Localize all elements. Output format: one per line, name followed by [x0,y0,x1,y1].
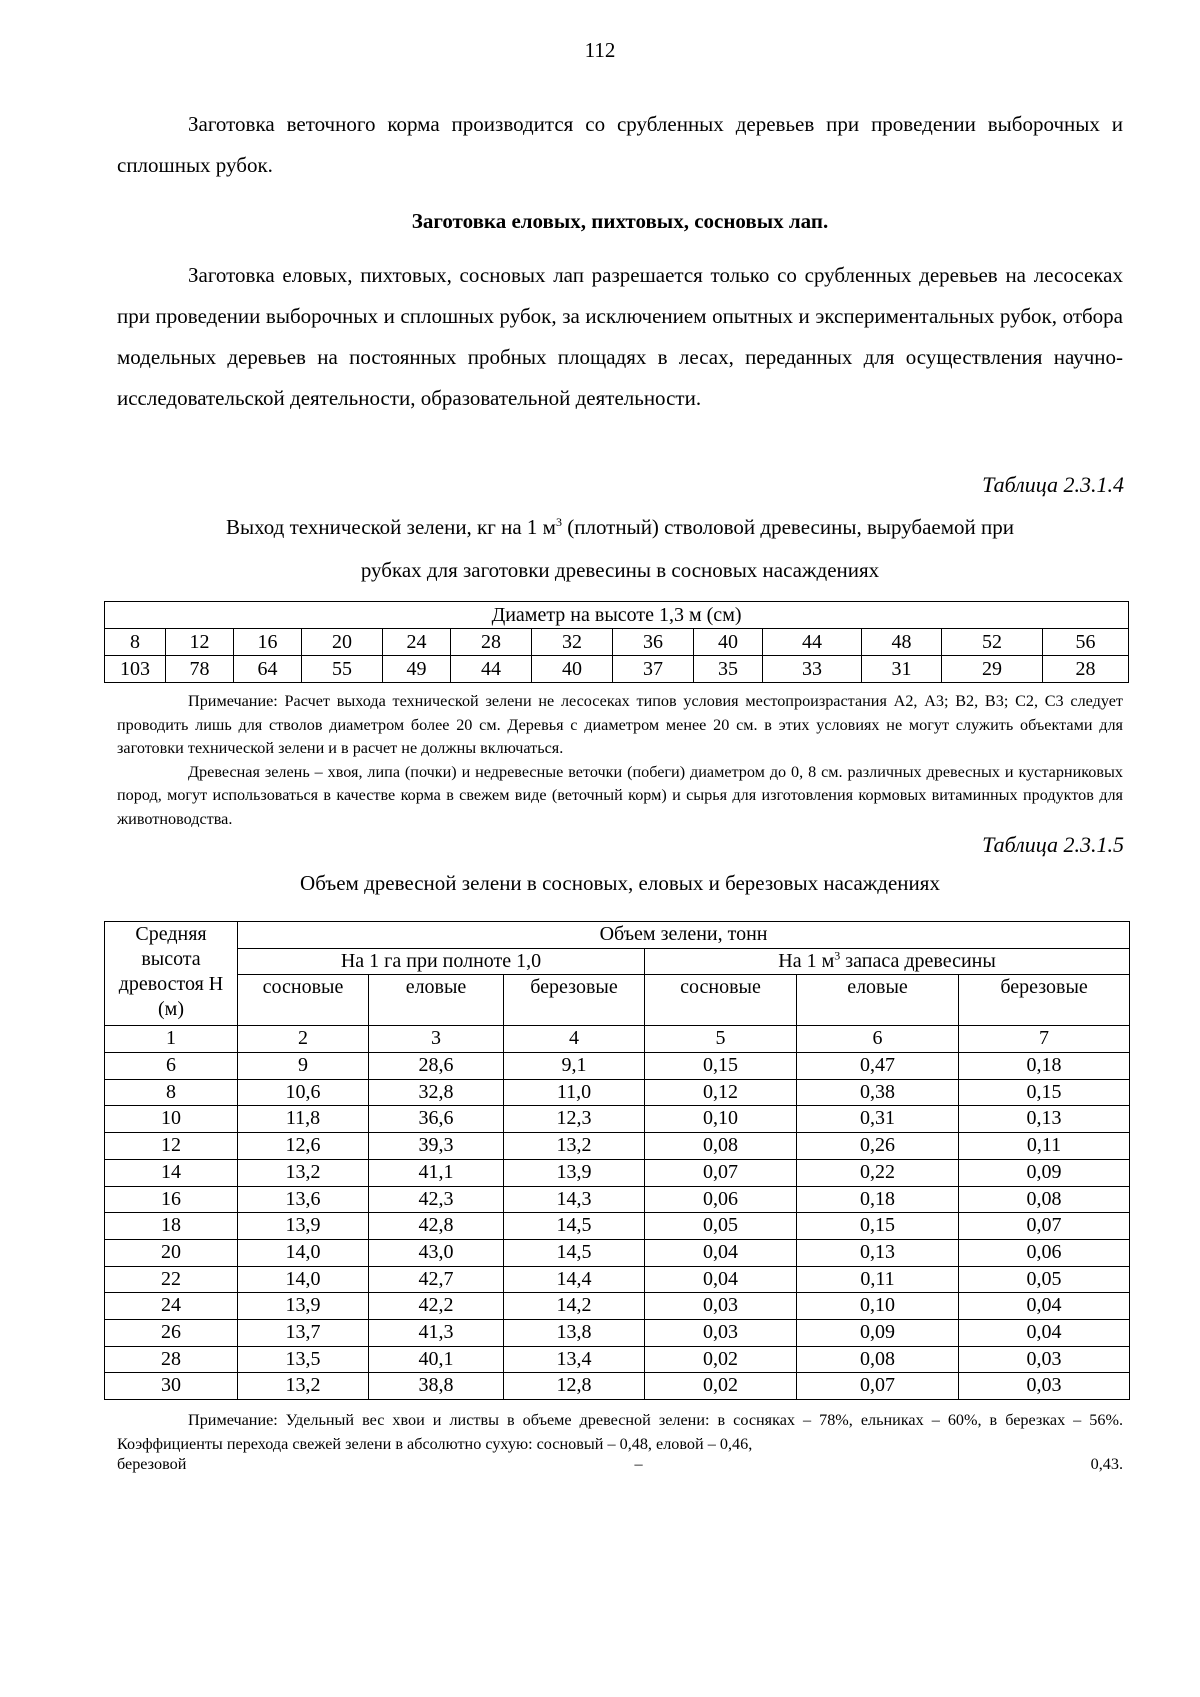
table2-group-m3 [645,948,1130,975]
page-number: 112 [584,38,616,62]
table2-group-m3-part1: На 1 м [778,949,835,972]
table2-value-cell: 0,18 [959,1053,1130,1080]
table2-value-cell: 40,1 [369,1346,504,1373]
table2-value-cell: 14,3 [504,1186,645,1213]
table1-diameter-cell: 56 [1043,629,1129,656]
table2-value-cell: 9 [238,1053,369,1080]
table2-value-cell: 0,02 [645,1373,797,1400]
table2-note-last-right: 0,43. [1090,1455,1123,1473]
table1-value-cell: 78 [166,656,234,683]
table2-column-number: 2 [238,1026,369,1053]
table2-value-cell: 0,04 [959,1293,1130,1320]
table2-height-cell: 18 [105,1213,238,1240]
table2-value-cell: 13,9 [238,1293,369,1320]
table2-value-cell: 13,4 [504,1346,645,1373]
table2-value-cell: 0,11 [959,1133,1130,1160]
table1-header-row [105,602,1129,629]
table2-value-cell: 0,11 [797,1266,959,1293]
table1-note-paragraph-1: Примечание: Расчет выхода технической зелени не лесосеках типов условия местопроизрастания А2, А3; В2, В3; С2, С3 следует проводить лишь для стволов диаметром более 20 см. Деревья с диаметром менее 20 см. в этих условиях не могут служить объектами для заготовки технической зелени и в расчет не должны включаться. [117,692,1123,757]
table1-title-part2: (плотный) стволовой древесины, вырубаемой при [561,515,1015,539]
table-row [105,1293,1130,1320]
table1-diameter-cell: 40 [694,629,763,656]
table2-column-number: 3 [369,1026,504,1053]
table1-diameter-cell: 48 [862,629,942,656]
table2-value-cell: 9,1 [504,1053,645,1080]
table2-value-cell: 13,7 [238,1319,369,1346]
table-row [105,1373,1130,1400]
table2-value-cell: 0,06 [645,1186,797,1213]
table2-height-cell: 16 [105,1186,238,1213]
table2-height-cell: 6 [105,1053,238,1080]
table2-height-cell: 22 [105,1266,238,1293]
table1-title-part1: Выход технической зелени, кг на 1 м [225,515,556,539]
table2-height-cell: 12 [105,1133,238,1160]
table1-diameter-cell: 32 [532,629,613,656]
table2-value-cell: 0,05 [645,1213,797,1240]
table1-diameter-cell: 12 [166,629,234,656]
table2-species-row [105,975,1130,1026]
table2-value-cell: 0,03 [959,1346,1130,1373]
table2-header-row-1 [105,922,1130,949]
table2-value-cell: 36,6 [369,1106,504,1133]
table2-body [105,1053,1130,1400]
table-row [105,1079,1130,1106]
table2-label: Таблица 2.3.1.5 [982,832,1124,857]
table2-value-cell: 43,0 [369,1239,504,1266]
table2-note-paragraph: Примечание: Удельный вес хвои и листвы в объеме древесной зелени: в сосняках – 78%, ельниках – 60%, в березках – 56%. Коэффициенты перехода свежей зелени в абсолютно сухую: сосновый – 0,48, еловой – 0,46, [117,1411,1123,1453]
table2-value-cell: 12,8 [504,1373,645,1400]
table1-value-cell: 28 [1043,656,1129,683]
table2-value-cell: 0,13 [797,1239,959,1266]
table2-value-cell: 12,3 [504,1106,645,1133]
table2-height-cell: 8 [105,1079,238,1106]
table2-value-cell: 0,38 [797,1079,959,1106]
table2-species-cell: березовые [959,975,1130,1026]
table-row [105,1346,1130,1373]
table1-diameter-cell: 28 [451,629,532,656]
table2-value-cell: 42,3 [369,1186,504,1213]
table2-value-cell: 39,3 [369,1133,504,1160]
table2-height-cell: 14 [105,1159,238,1186]
table1-title [117,506,1123,592]
table-row [105,1133,1130,1160]
table2-value-cell: 11,0 [504,1079,645,1106]
table1-value-cell: 55 [302,656,383,683]
table1-value-cell: 37 [613,656,694,683]
table2-value-cell: 0,10 [645,1106,797,1133]
table2-species-cell: сосновые [645,975,797,1026]
table-row [105,1239,1130,1266]
table1-diameter-cell: 16 [234,629,302,656]
table1-value-cell: 103 [105,656,166,683]
table2-value-cell: 28,6 [369,1053,504,1080]
table1-value-cell: 44 [451,656,532,683]
table1-note-paragraph-2: Древесная зелень – хвоя, липа (почки) и недревесные веточки (побеги) диаметром до 0, 8 см. различных древесных и кустарниковых пород, могут использоваться в качестве корма в свежем виде (веточный корм) и сырья для изготовления кормовых витаминных продуктов для животноводства. [117,762,1123,828]
table2-note-last-line [117,1455,1123,1474]
table1-diameter-cell: 36 [613,629,694,656]
table-row [105,1266,1130,1293]
table2-value-cell: 14,4 [504,1266,645,1293]
table1-diameter-cell: 20 [302,629,383,656]
table1-value-cell: 49 [383,656,451,683]
table2-species-cell: еловые [369,975,504,1026]
table2-value-cell: 0,31 [797,1106,959,1133]
table2-note-last-left: березовой [117,1455,187,1473]
table2-group-m3-part2: запаса древесины [840,949,996,972]
table1-diameter-cell: 44 [763,629,862,656]
table2-value-cell: 0,02 [645,1346,797,1373]
table1-diameter-cell: 24 [383,629,451,656]
table2-value-cell: 10,6 [238,1079,369,1106]
table2-value-cell: 14,5 [504,1213,645,1240]
table2-value-cell: 0,12 [645,1079,797,1106]
table2-value-cell: 0,09 [797,1319,959,1346]
table2-title: Объем древесной зелени в сосновых, еловых и березовых насаждениях [300,871,940,895]
table2-value-cell: 12,6 [238,1133,369,1160]
table2-value-cell: 0,26 [797,1133,959,1160]
table1-note [117,690,1123,831]
table2-value-cell: 13,2 [238,1159,369,1186]
table2-value-cell: 0,15 [959,1079,1130,1106]
table1-value-cell: 64 [234,656,302,683]
table1-diameter-row [105,629,1129,656]
table2-height-cell: 26 [105,1319,238,1346]
table2-value-cell: 0,10 [797,1293,959,1320]
table2-value-cell: 14,0 [238,1239,369,1266]
table2-value-cell: 0,08 [645,1133,797,1160]
table1-value-cell: 40 [532,656,613,683]
table-row [105,1186,1130,1213]
table2-column-number: 7 [959,1026,1130,1053]
table2-column-number: 1 [105,1026,238,1053]
table-row [105,1319,1130,1346]
table2-height-cell: 20 [105,1239,238,1266]
intro-paragraph: Заготовка веточного корма производится со срубленных деревьев при проведении выборочных и сплошных рубок. [117,112,1123,177]
table1-value-row [105,656,1129,683]
table2-group-m3-sup: 3 [834,948,841,963]
table2-value-cell: 0,08 [797,1346,959,1373]
table2-species-cell: березовые [504,975,645,1026]
table-row [105,1053,1130,1080]
table2-value-cell: 13,9 [504,1159,645,1186]
table2-value-cell: 0,09 [959,1159,1130,1186]
table1-title-line2: рубках для заготовки древесины в сосновых насаждениях [360,558,880,582]
table2-value-cell: 13,2 [238,1373,369,1400]
table1-label: Таблица 2.3.1.4 [982,472,1124,497]
table2-group-ha: На 1 га при полноте 1,0 [238,948,645,975]
table1 [104,601,1129,683]
table2-value-cell: 13,2 [504,1133,645,1160]
table2-value-cell: 42,2 [369,1293,504,1320]
table2-value-cell: 13,6 [238,1186,369,1213]
table2-value-cell: 0,08 [959,1186,1130,1213]
table-row [105,1106,1130,1133]
table2-value-cell: 0,15 [797,1213,959,1240]
table2-value-cell: 14,0 [238,1266,369,1293]
table2-column-numbers-row [105,1026,1130,1053]
table2-value-cell: 0,07 [959,1213,1130,1240]
table2-height-cell: 30 [105,1373,238,1400]
table2-species-cell: еловые [797,975,959,1026]
table2-height-cell: 28 [105,1346,238,1373]
table2-value-cell: 41,1 [369,1159,504,1186]
table1-diameter-cell: 52 [942,629,1043,656]
table-row [105,1213,1130,1240]
table2-value-cell: 0,18 [797,1186,959,1213]
table2-value-cell: 0,04 [645,1266,797,1293]
table2-note-last-mid: – [634,1455,643,1473]
table2-value-cell: 0,03 [645,1319,797,1346]
table2-value-cell: 38,8 [369,1373,504,1400]
table1-title-sup: 3 [555,515,562,529]
table2-height-cell: 24 [105,1293,238,1320]
table1-diameter-cell: 8 [105,629,166,656]
table2-note [117,1409,1123,1456]
table2-value-cell: 13,5 [238,1346,369,1373]
table2-value-cell: 0,47 [797,1053,959,1080]
table2-value-cell: 14,2 [504,1293,645,1320]
table2-value-cell: 0,06 [959,1239,1130,1266]
table-row [105,1159,1130,1186]
table2-header-row-2 [105,948,1130,975]
table2-value-cell: 13,8 [504,1319,645,1346]
table1-value-cell: 33 [763,656,862,683]
table2-height-cell: 10 [105,1106,238,1133]
table2-value-cell: 0,03 [645,1293,797,1320]
table2-value-cell: 42,7 [369,1266,504,1293]
table2-species-cell: сосновые [238,975,369,1026]
table2-column-number: 4 [504,1026,645,1053]
table1-header: Диаметр на высоте 1,3 м (см) [105,602,1129,629]
table2-value-cell: 41,3 [369,1319,504,1346]
table2-value-cell: 0,13 [959,1106,1130,1133]
table2-value-cell: 0,05 [959,1266,1130,1293]
table2-value-cell: 32,8 [369,1079,504,1106]
section-paragraph: Заготовка еловых, пихтовых, сосновых лап разрешается только со срубленных деревьев на лесосеках при проведении выборочных и сплошных рубок, за исключением опытных и экспериментальных рубок, отбора модельных деревьев на постоянных пробных площадях в лесах, переданных для осуществления научно-исследовательской деятельности, образовательной деятельности. [117,263,1123,410]
table2-value-cell: 14,5 [504,1239,645,1266]
table2-value-cell: 0,07 [797,1373,959,1400]
table2-value-cell: 0,07 [645,1159,797,1186]
table2-value-cell: 0,04 [959,1319,1130,1346]
table2-column-number: 6 [797,1026,959,1053]
table2-column-number: 5 [645,1026,797,1053]
table2-value-cell: 13,9 [238,1213,369,1240]
table2-value-cell: 11,8 [238,1106,369,1133]
table2-value-cell: 42,8 [369,1213,504,1240]
table2-value-cell: 0,15 [645,1053,797,1080]
table1-value-cell: 29 [942,656,1043,683]
table1-value-cell: 31 [862,656,942,683]
table1-value-cell: 35 [694,656,763,683]
table2-value-cell: 0,22 [797,1159,959,1186]
table2-value-cell: 0,04 [645,1239,797,1266]
table2-volume-header: Объем зелени, тонн [238,922,1130,949]
table2-height-header: Средняя высота древостоя Н (м) [105,922,238,1026]
section-heading: Заготовка еловых, пихтовых, сосновых лап. [411,209,829,233]
table2 [104,921,1130,1400]
table2-value-cell: 0,03 [959,1373,1130,1400]
